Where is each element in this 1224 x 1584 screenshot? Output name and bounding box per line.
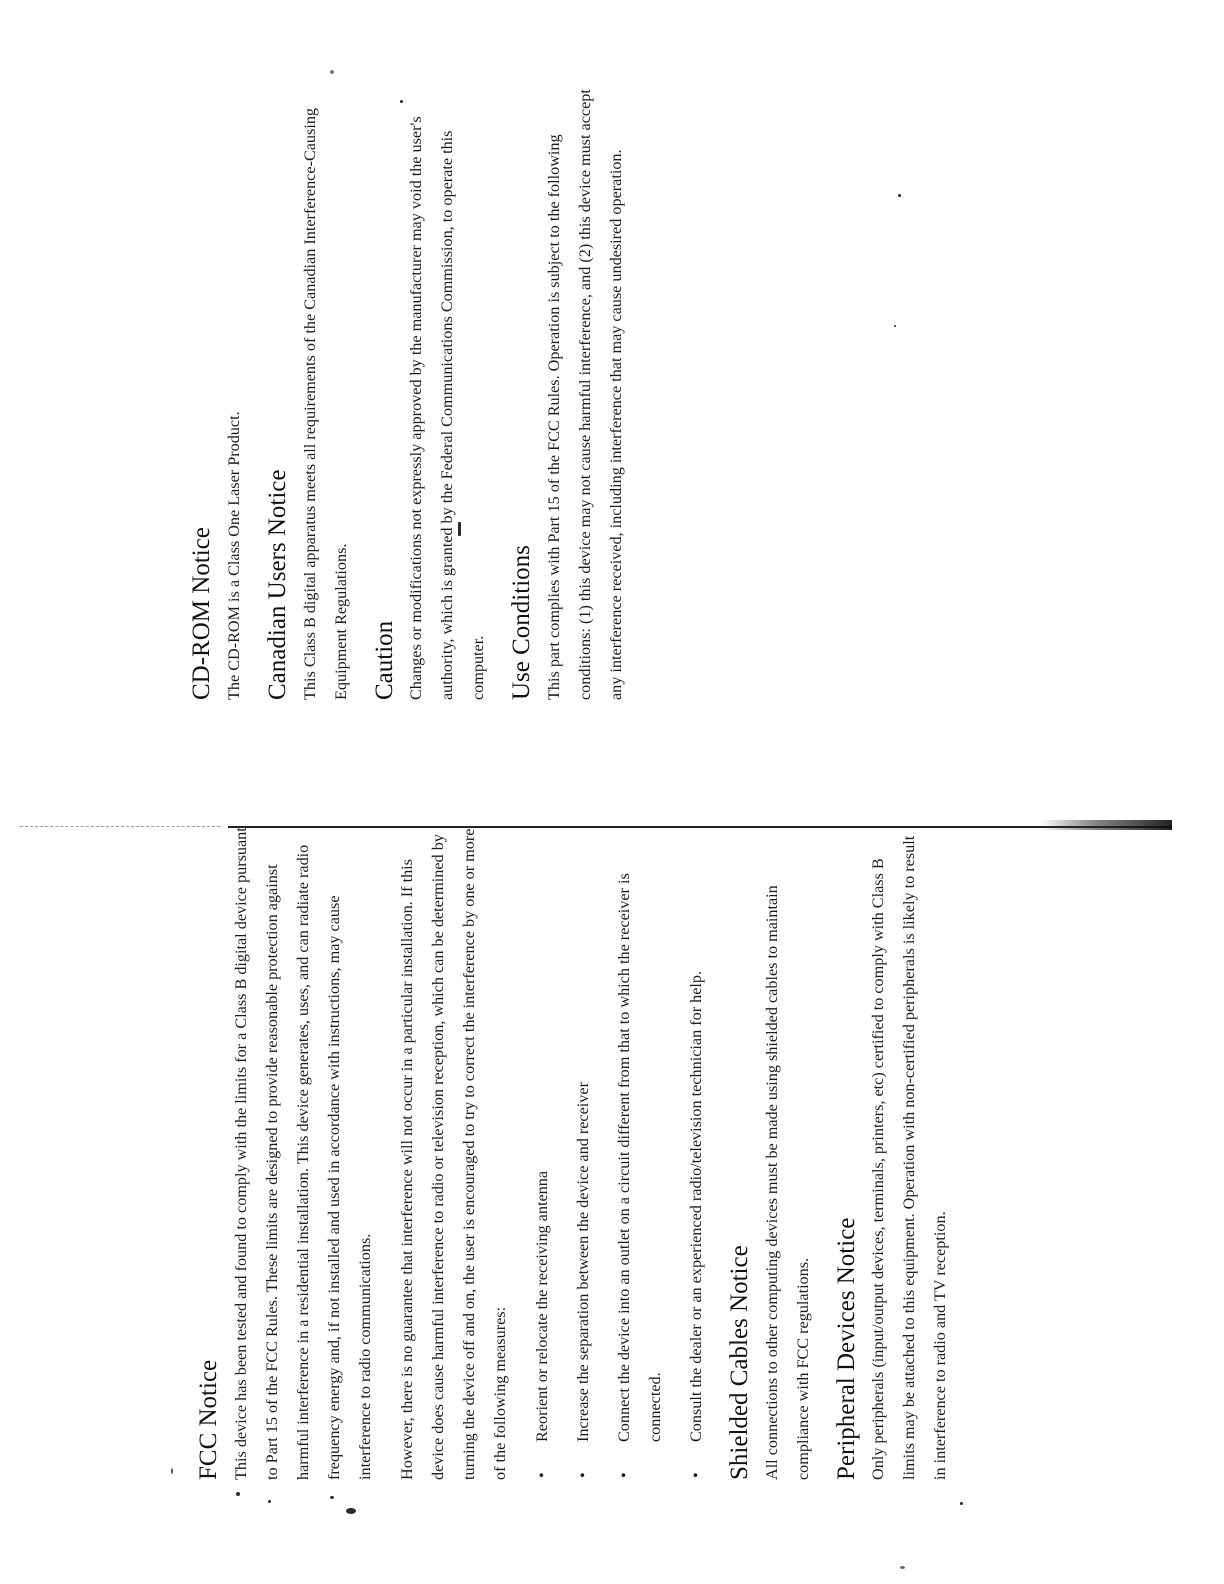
shielded-cables-heading: Shielded Cables Notice (725, 1245, 753, 1480)
shielded-cables-section (726, 820, 819, 1480)
use-conditions-heading: Use Conditions (508, 545, 536, 700)
scan-speck (960, 1502, 963, 1505)
measure-item (609, 820, 671, 1480)
scan-speck (400, 100, 403, 103)
scan-speck (236, 1492, 240, 1496)
caution-text: Changes or modifications not expressly approved by the manufacturer may void the user's authority, which is granted by the Federal Communications Commission, to operate this computer. (407, 116, 488, 700)
scan-speck (346, 1508, 356, 1514)
measure-text: Consult the dealer or an experienced radio/television technician for help. (686, 970, 705, 1442)
canadian-notice-heading: Canadian Users Notice (263, 469, 291, 700)
use-conditions-text: This part complies with Part 15 of the FCC Rules. Operation is subject to the following conditions: (1) this device may not cause harmful interference, and (2) this device must accept any interference received, including interference that may cause undesired operation. (545, 89, 625, 700)
scan-speck (894, 325, 896, 327)
fcc-notice-paragraph-2: However, there is no guarantee that interference will not occur in a particular installation. If this device does cause harmful interference to radio or television reception, which can be determined by turning the device off and on, the user is encouraged to try to correct the interference by one or more of the following measures: (397, 828, 509, 1480)
measure-text: Connect the device into an outlet on a circuit different from that to which the receiver is connected. (614, 873, 664, 1442)
scan-speck (330, 70, 334, 74)
peripheral-devices-text: Only peripherals (input/output devices, terminals, printers, etc) certified to comply with Class B limits may be attached to this equipment. Operation with non-certified peripherals is likely to result in interference to radio and TV reception. (869, 835, 950, 1480)
measure-item (568, 820, 599, 1480)
shielded-cables-text: All connections to other computing devices must be made using shielded cables to maintain compliance with FCC regulations. (762, 885, 812, 1480)
scan-speck (898, 194, 901, 197)
canadian-notice-text: This Class B digital apparatus meets all requirements of the Canadian Interference-Causing Equipment Regulations. (300, 107, 350, 700)
scan-speck (458, 522, 461, 536)
right-column (188, 70, 643, 700)
bullet-icon: • (687, 1472, 705, 1478)
fcc-notice-paragraph-1: This device has been tested and found to comply with the limits for a Class B digital device pursuant to Part 15 of the FCC Rules. These limits are designed to provide reasonable protection against harmful interference in a residential installation. This device generates, uses, and can radiate radio frequency energy and, if not installed and used in accordance with instructions, may cause interference to radio communications. (231, 827, 374, 1480)
peripheral-devices-heading: Peripheral Devices Notice (832, 1217, 860, 1480)
measure-text: Increase the separation between the device and receiver (573, 1082, 592, 1442)
cdrom-notice-text: The CD-ROM is a Class One Laser Product. (224, 411, 243, 700)
fcc-notice-section (195, 820, 712, 1480)
fcc-notice-heading: FCC Notice (195, 1359, 222, 1480)
measure-text: Reorient or relocate the receiving antenna (532, 1170, 551, 1442)
fold-dashed-line (20, 826, 220, 827)
measure-item (681, 820, 712, 1480)
scan-speck (268, 1500, 271, 1503)
bullet-icon: • (533, 1472, 551, 1478)
peripheral-devices-section (833, 820, 957, 1480)
fold-scan-shadow (1040, 820, 1172, 830)
scan-speck (330, 1496, 334, 1499)
bullet-icon: • (615, 1472, 633, 1478)
left-column (195, 820, 967, 1480)
bullet-icon: • (574, 1472, 592, 1478)
measure-item (527, 820, 558, 1480)
cdrom-notice-heading: CD-ROM Notice (188, 527, 215, 700)
caution-heading: Caution (370, 620, 398, 700)
fcc-measures-list (527, 820, 712, 1480)
scan-speck (900, 1566, 905, 1569)
scan-speck (171, 1468, 173, 1474)
